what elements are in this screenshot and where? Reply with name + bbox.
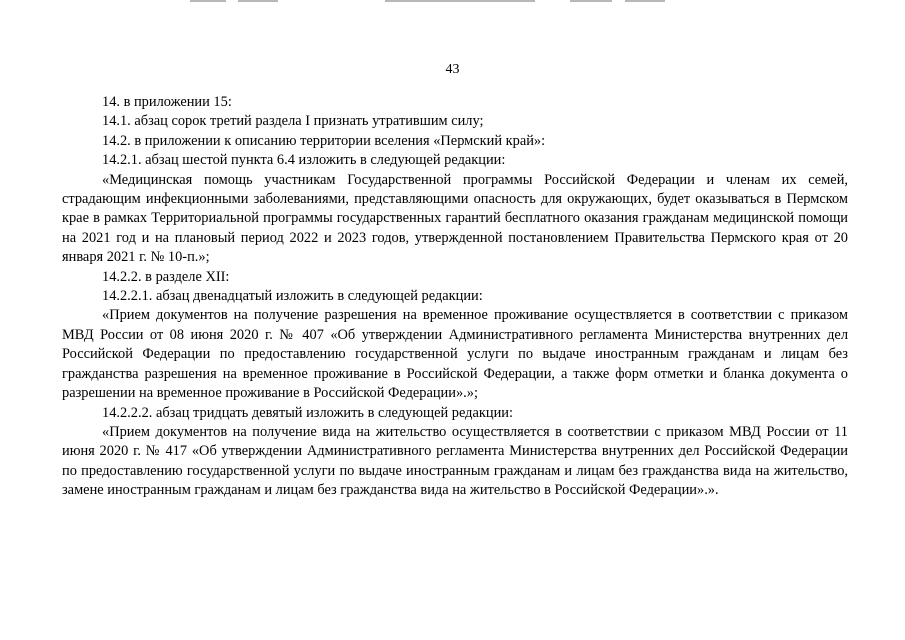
scan-artifact-marks [0, 0, 905, 6]
paragraph: 14.2.1. абзац шестой пункта 6.4 изложить в следующей редакции: [102, 152, 506, 169]
paragraph: 14.2.2.2. абзац тридцать девятый изложить в следующей редакции: [102, 404, 513, 421]
paragraph: «Прием документов на получение вида на жительство осуществляется в соответствии с приказом МВД России от 11 июня 2020 г. № 417 «Об утверждении Административного регламента Министерства внутренних дел Российской Федерации по предоставлению государственной услуги по выдаче иностранным гражданам и лицам без гражданства вида на жительство, замене иностранным гражданам и лицам без гражданства вида на жительство в Российской Федерации».». [62, 423, 848, 499]
paragraph: 14.1. абзац сорок третий раздела I признать утратившим силу; [102, 113, 484, 130]
document-body [62, 93, 848, 501]
paragraph: «Медицинская помощь участникам Государственной программы Российской Федерации и членам их семей, страдающим инфекционными заболеваниями, представляющими опасность для окружающих, будет оказываться в Пермском крае в рамках Территориальной программы государственных гарантий бесплатного оказания гражданам медицинской помощи на 2021 год и на плановый период 2022 и 2023 годов, утвержденной постановлением Правительства Пермского края от 20 января 2021 г. № 10-п.»; [62, 171, 848, 266]
paragraph: 14.2.2.1. абзац двенадцатый изложить в следующей редакции: [102, 288, 483, 305]
paragraph: 14.2. в приложении к описанию территории вселения «Пермский край»: [102, 132, 546, 149]
page-number: 43 [445, 62, 460, 77]
paragraph: 14. в приложении 15: [102, 94, 232, 110]
paragraph: 14.2.2. в разделе XII: [102, 268, 230, 285]
paragraph: «Прием документов на получение разрешения на временное проживание осуществляется в соответствии с приказом МВД России от 08 июня 2020 г. № 407 «Об утверждении Административного регламента Министерства внутренних дел Российской Федерации по предоставлению государственной услуги по выдаче иностранным гражданам и лицам без гражданства разрешения на временное проживание в Российской Федерации, а также форм отметки и бланка документа о разрешении на временное проживание в Российской Федерации».»; [62, 307, 848, 402]
